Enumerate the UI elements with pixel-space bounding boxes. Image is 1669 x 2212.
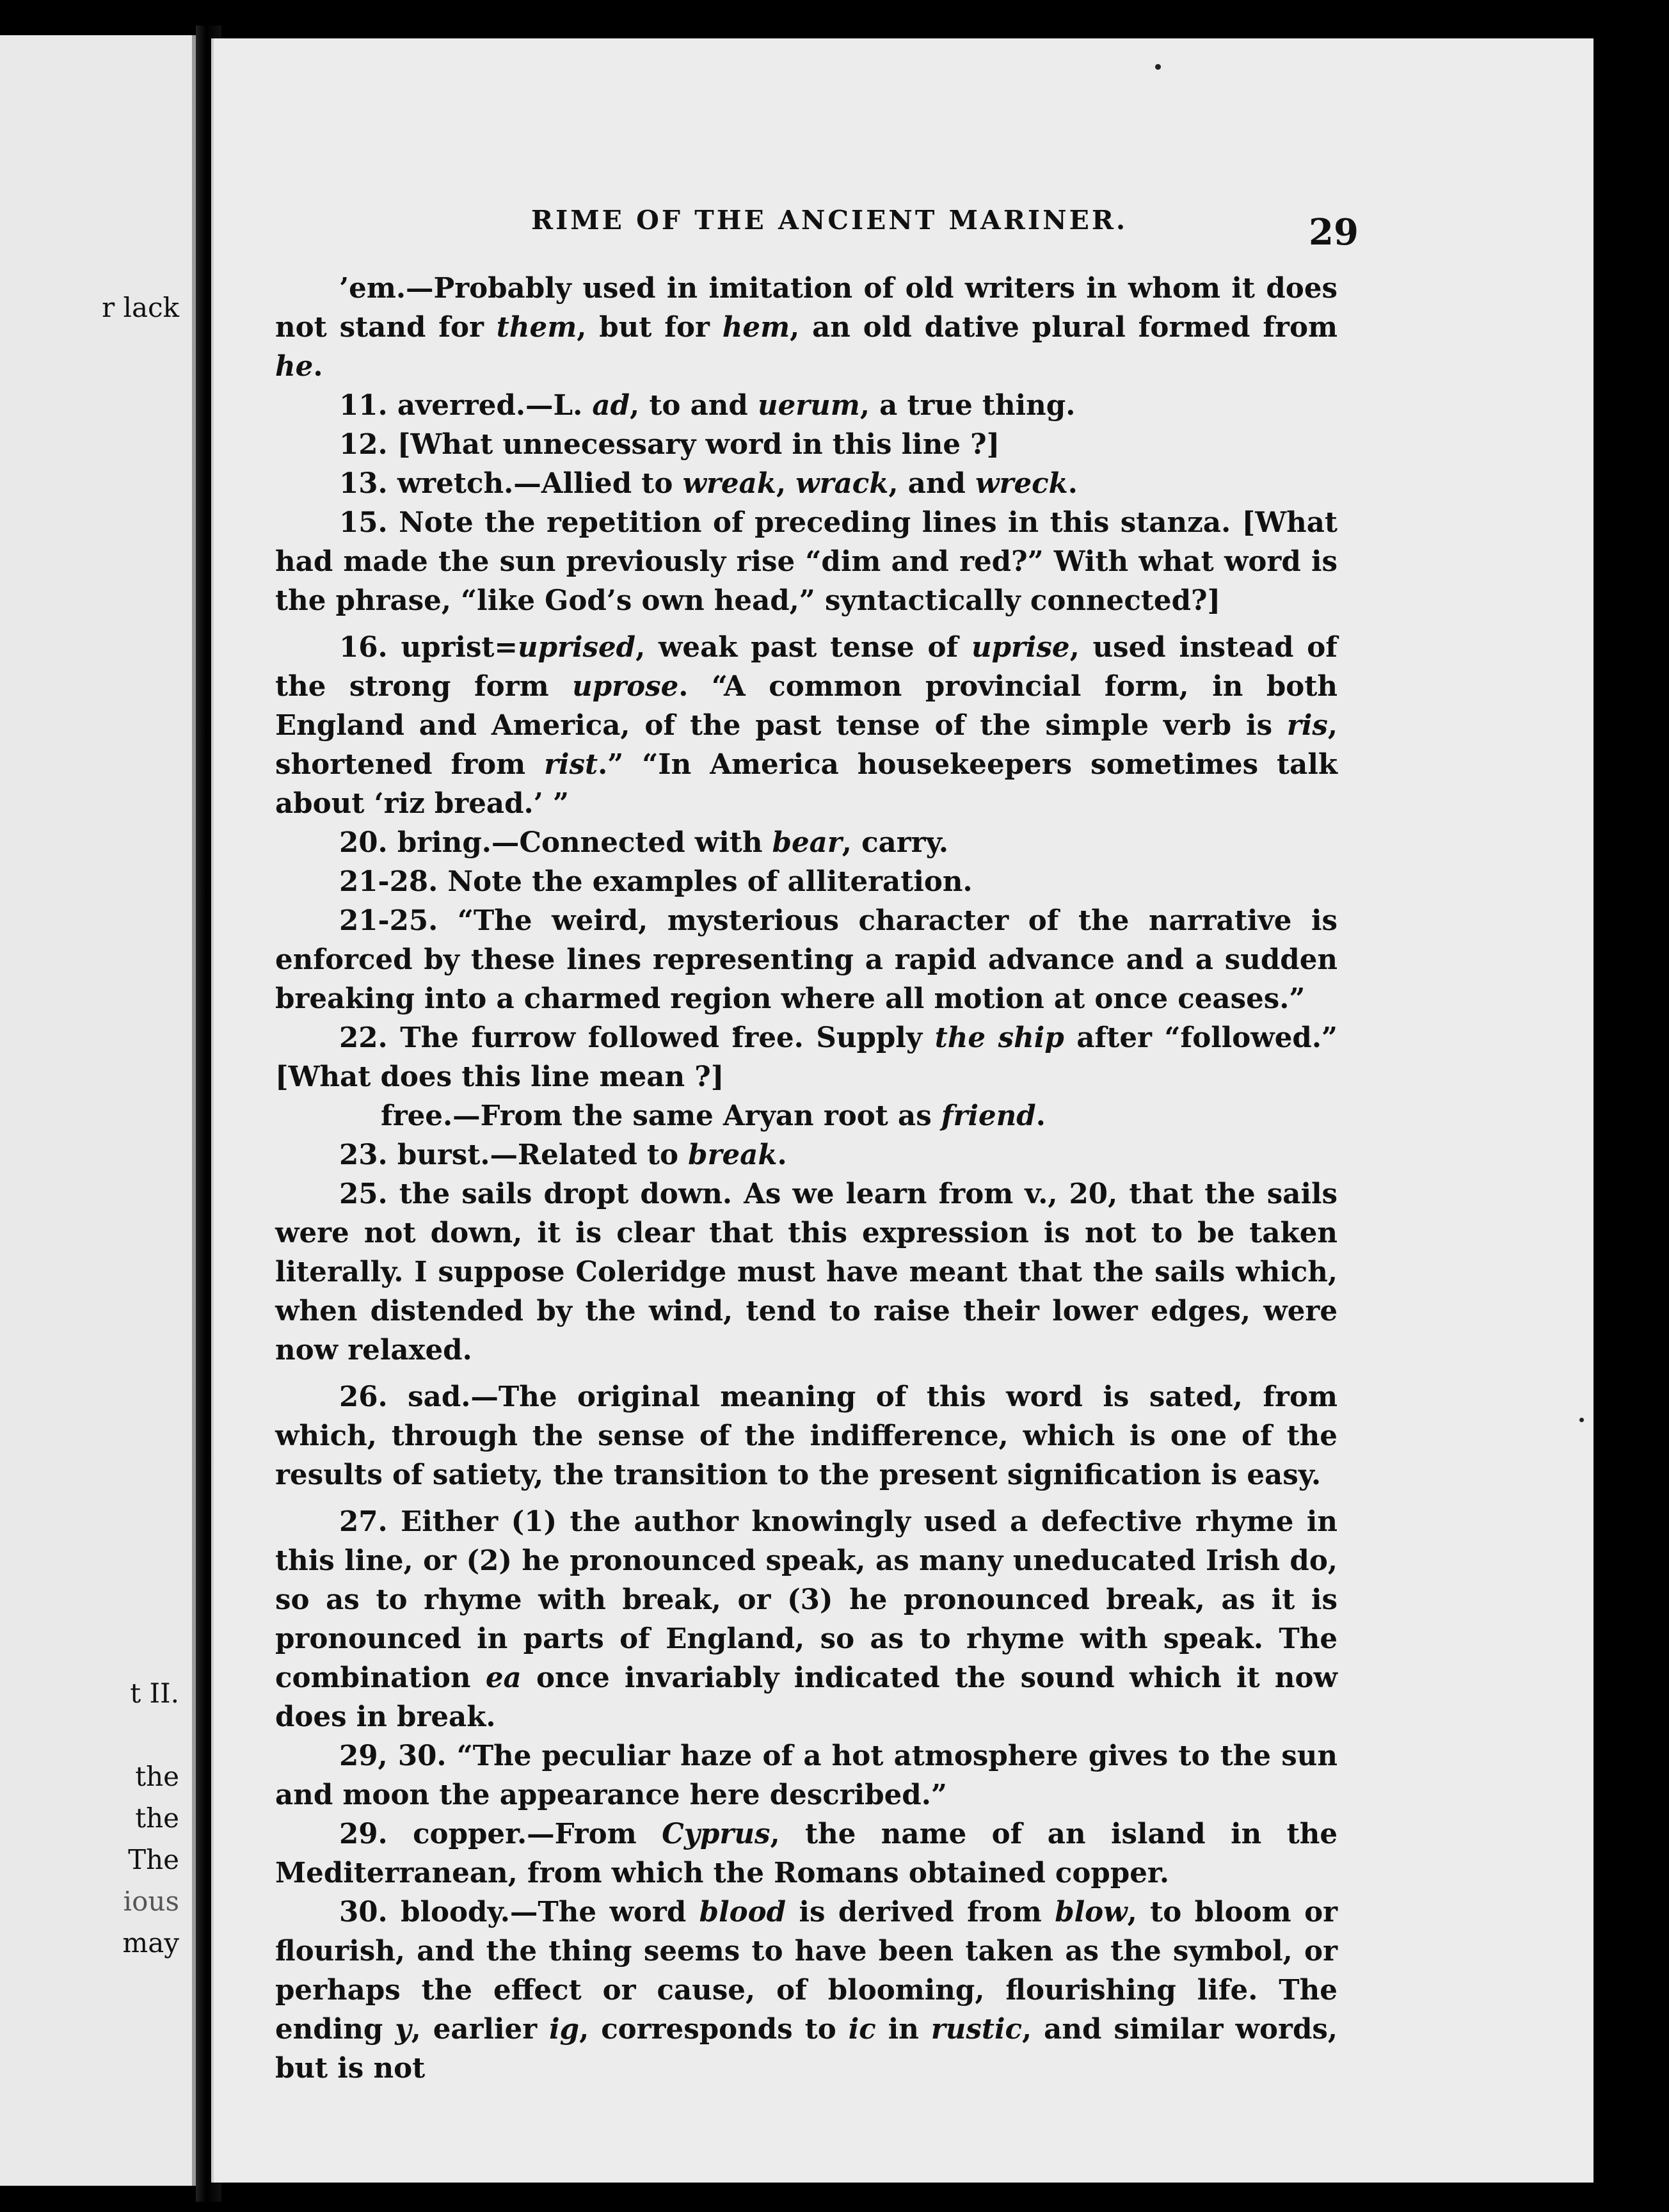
note-text: . (1035, 1100, 1046, 1132)
note-number: 13. (339, 467, 397, 500)
note-headword: uprist (401, 631, 495, 664)
note-text: , an old dative plural formed from (790, 311, 1338, 344)
note-text: is derived from (786, 1896, 1055, 1928)
note-21-28 (275, 862, 1338, 901)
note-number: 21-25. (339, 904, 458, 937)
note-text: , and (888, 467, 976, 500)
note-number: 16. (339, 631, 401, 664)
note-text: —From (527, 1818, 662, 1850)
note-text: after “followed.” [What does this line mean ?] (275, 1022, 1338, 1093)
left-fragment: t II. (130, 1678, 179, 1709)
note-text: . (1067, 467, 1078, 500)
note-headword: ’em. (339, 272, 406, 305)
note-25 (275, 1174, 1338, 1370)
italic-term: uprise (971, 631, 1070, 664)
note-text: . The combination (275, 1623, 1338, 1694)
note-number: 29. (339, 1818, 413, 1850)
note-number: 30. (339, 1896, 401, 1928)
italic-term: ig (549, 2013, 580, 2046)
note-text: —Probably used in imitation of old writers in whom it does not stand for (275, 272, 1338, 344)
note-text: , earlier (411, 2013, 550, 2046)
italic-term: uerum (757, 389, 860, 422)
italic-term: ea (485, 1662, 522, 1694)
note-text: Note the examples of alliteration. (447, 865, 973, 898)
note-text: , corresponds to (579, 2013, 849, 2046)
note-text: “The weird, mysterious character of the narrative is enforced by these lines representing a rapid advance and a sudden breaking into a charmed region where all motion at once ceases.” (275, 904, 1338, 1015)
note-text: . (777, 1139, 787, 1171)
note-text: —The word (509, 1896, 699, 1928)
note-number: 23. (339, 1139, 397, 1171)
note-text: Supply (803, 1022, 935, 1054)
note-text: —From the same Aryan root as (452, 1100, 941, 1132)
note-29 (275, 1815, 1338, 1893)
note-headword: bloody. (401, 1896, 510, 1928)
page-edge-shadow (1593, 38, 1669, 2183)
italic-term: wreak (682, 467, 776, 500)
italic-term: wrack (795, 467, 889, 500)
bold-term: speak (1163, 1623, 1254, 1655)
note-number: 20. (339, 826, 397, 859)
note-text: = (494, 631, 518, 664)
note-16 (275, 628, 1338, 823)
note-text: . “A common provincial form, in both England and America, of the past tense of the simple verb is (275, 670, 1338, 742)
italic-term: rist (544, 748, 598, 781)
note-number: 15. (339, 506, 399, 539)
left-fragment: The (128, 1844, 179, 1875)
note-22-free (275, 1096, 1338, 1135)
note-headword: sad. (408, 1381, 471, 1413)
bold-term: speak (765, 1544, 856, 1577)
note-21-25 (275, 901, 1338, 1018)
italic-term: friend (941, 1100, 1036, 1132)
note-text: , (776, 467, 796, 500)
italic-term: he (275, 350, 314, 383)
left-fragment: may (122, 1927, 179, 1959)
note-headword: free. (381, 1100, 453, 1132)
left-fragment: ious (123, 1886, 179, 1917)
print-speck (1579, 1418, 1584, 1422)
left-fragment: the (135, 1761, 179, 1792)
note-text: , the name of an island in the Mediterranean, from which the Romans obtained copper. (275, 1818, 1338, 1889)
note-text: , but for (577, 311, 723, 344)
note-text: , weak past tense of (635, 631, 971, 664)
annotation-notes (275, 269, 1338, 2088)
left-fragment: r lack (102, 292, 179, 323)
note-number: 25. (339, 1178, 399, 1210)
note-text: , to and (630, 389, 758, 422)
note-text: , used instead of the strong form (275, 631, 1338, 703)
note-15 (275, 503, 1338, 620)
note-27 (275, 1502, 1338, 1736)
note-text: once invariably indicated the sound which it now does in break. (275, 1662, 1338, 1733)
note-headword: averred. (397, 389, 526, 422)
italic-term: them (496, 311, 577, 344)
page-number: 29 (1309, 211, 1359, 253)
note-text: , as many uneducated Irish do, so as to rhyme with break, or (3) he pronounced (275, 1544, 1338, 1616)
note-23 (275, 1135, 1338, 1174)
italic-term: ad (592, 389, 630, 422)
italic-term: Cyprus (662, 1818, 771, 1850)
note-number: 29, 30. (339, 1740, 457, 1772)
note-number: 21-28. (339, 865, 448, 898)
italic-term: uprised (517, 631, 636, 664)
note-text: —Related to (490, 1139, 689, 1171)
note-text: . (313, 350, 323, 383)
italic-term: hem (722, 311, 790, 344)
left-fragment: the (135, 1802, 179, 1834)
note-text: Note the repetition of preceding lines in this stanza. [What had made the sun previously rise “dim and red?” With what word is the phrase, “like God’s own head,” syntactically connected?] (275, 506, 1338, 617)
italic-term: break (688, 1139, 778, 1171)
note-29-30 (275, 1736, 1338, 1815)
note-number: 26. (339, 1381, 408, 1413)
italic-term: blood (699, 1896, 787, 1928)
note-12 (275, 425, 1338, 464)
note-text: .” “In America housekeepers sometimes talk about ‘riz bread.’ ” (275, 748, 1338, 820)
note-number: 22. (339, 1022, 401, 1054)
italic-term: y (395, 2013, 411, 2046)
note-number: 11. (339, 389, 397, 422)
note-22 (275, 1018, 1338, 1096)
note-em (275, 269, 1338, 386)
note-20 (275, 823, 1338, 862)
note-headword: the sails dropt down. (399, 1178, 733, 1210)
note-text: Either (1) the author knowingly used a defective rhyme in this line, or (2) he pronounced (275, 1505, 1338, 1577)
note-number: 27. (339, 1505, 401, 1538)
note-text: in (875, 2013, 931, 2046)
italic-term: the ship (934, 1022, 1064, 1054)
italic-term: rustic (930, 2013, 1023, 2046)
note-text: —The original meaning of this word is sated, from which, through the sense of the indifference, which is one of the results of satiety, the transition to the present signification is easy. (275, 1381, 1338, 1491)
note-headword: bring. (397, 826, 491, 859)
note-11 (275, 386, 1338, 425)
italic-term: wreck (975, 467, 1068, 500)
running-head: RIME OF THE ANCIENT MARINER. (531, 205, 1128, 236)
note-text: —Connected with (491, 826, 772, 859)
left-page-edge (0, 35, 196, 2186)
note-headword: The furrow followed free. (400, 1022, 804, 1054)
bold-term: break (1106, 1583, 1195, 1616)
italic-term: blow (1055, 1896, 1128, 1928)
note-text: As we learn from v., 20, that the sails were not down, it is clear that this expression is not to be taken literally. I suppose Coleridge must have meant that the sails which, when distended by the wind, tend to raise their lower edges, were now relaxed. (275, 1178, 1338, 1366)
note-text: , and similar words, but is not (275, 2013, 1338, 2085)
note-text: —Allied to (513, 467, 683, 500)
note-text: , as it is pronounced in parts of England, so as to rhyme with (275, 1583, 1338, 1655)
italic-term: ic (848, 2013, 876, 2046)
note-text: , shortened from (275, 709, 1338, 781)
note-headword: copper. (413, 1818, 527, 1850)
print-speck (1155, 64, 1161, 70)
note-26 (275, 1377, 1338, 1495)
italic-term: ris (1286, 709, 1328, 742)
note-text: , to bloom or flourish, and the thing seems to have been taken as the symbol, or perhaps the effect or cause, of blooming, flourishing life. The ending (275, 1896, 1338, 2046)
note-headword: wretch. (397, 467, 514, 500)
note-30 (275, 1893, 1338, 2088)
italic-term: bear (772, 826, 842, 859)
note-text: , a true thing. (859, 389, 1076, 422)
note-text: [What unnecessary word in this line ?] (397, 428, 1000, 461)
note-number: 12. (339, 428, 397, 461)
note-text: “The peculiar haze of a hot atmosphere gives to the sun and moon the appearance here described.” (275, 1740, 1338, 1811)
note-headword: burst. (397, 1139, 490, 1171)
note-13 (275, 464, 1338, 503)
note-text: —L. (525, 389, 593, 422)
italic-term: uprose (572, 670, 679, 703)
note-text: , carry. (842, 826, 949, 859)
